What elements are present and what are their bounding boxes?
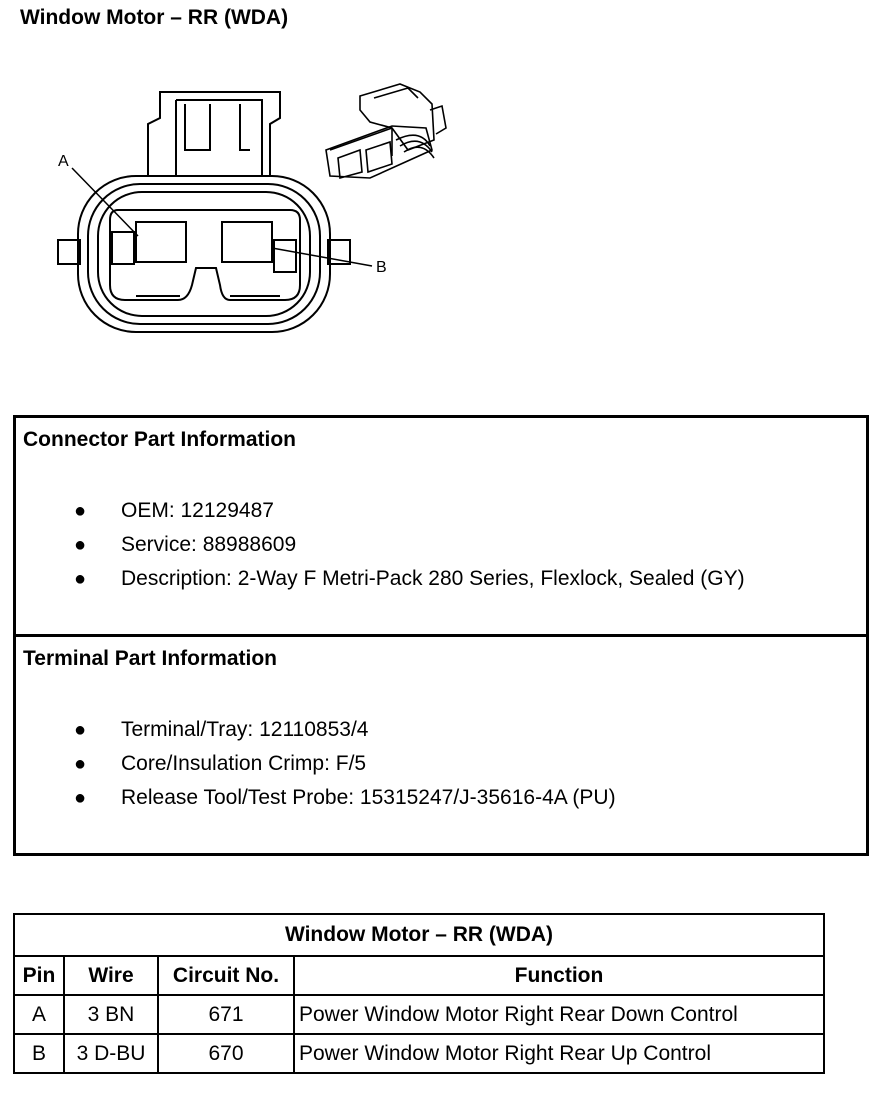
- pin-table-caption: Window Motor – RR (WDA): [14, 914, 824, 956]
- connector-info-heading: Connector Part Information: [23, 428, 297, 451]
- list-item: ● Terminal/Tray: 12110853/4: [74, 718, 369, 741]
- list-item: ● Release Tool/Test Probe: 15315247/J-35616-4A (PU): [74, 786, 616, 809]
- bullet-icon: ●: [74, 500, 87, 522]
- connector-face-drawing: [58, 92, 350, 332]
- bullet-icon: ●: [74, 568, 87, 590]
- pin-table: [13, 913, 825, 1074]
- terminal-info-heading: Terminal Part Information: [23, 647, 277, 670]
- list-item: ● Service: 88988609: [74, 533, 297, 556]
- bullet-icon: ●: [74, 534, 87, 556]
- function-cell: Power Window Motor Right Rear Down Control: [294, 995, 824, 1034]
- table-header-row: [14, 956, 824, 995]
- column-header-wire: Wire: [64, 956, 158, 995]
- connector-part-information: [13, 415, 869, 637]
- list-item: ● OEM: 12129487: [74, 499, 274, 522]
- pin-cell: A: [14, 995, 64, 1034]
- connector-diagram: [0, 60, 896, 380]
- table-row: [14, 995, 824, 1034]
- pin-cell: B: [14, 1034, 64, 1073]
- wire-cell: 3 BN: [64, 995, 158, 1034]
- pin-a-label: A: [58, 153, 69, 170]
- connector-perspective-drawing: [326, 84, 446, 178]
- bullet-icon: ●: [74, 753, 87, 775]
- bullet-icon: ●: [74, 719, 87, 741]
- column-header-pin: Pin: [14, 956, 64, 995]
- bullet-icon: ●: [74, 787, 87, 809]
- terminal-part-information: [13, 634, 869, 856]
- page-title: Window Motor – RR (WDA): [20, 6, 289, 29]
- list-item: ● Description: 2-Way F Metri-Pack 280 Series, Flexlock, Sealed (GY): [74, 567, 745, 590]
- table-row: [14, 1034, 824, 1073]
- circuit-cell: 671: [158, 995, 294, 1034]
- function-cell: Power Window Motor Right Rear Up Control: [294, 1034, 824, 1073]
- column-header-function: Function: [294, 956, 824, 995]
- pin-b-label: B: [376, 259, 387, 276]
- terminal-info-list: [16, 717, 616, 819]
- list-item: ● Core/Insulation Crimp: F/5: [74, 752, 367, 775]
- circuit-cell: 670: [158, 1034, 294, 1073]
- wire-cell: 3 D-BU: [64, 1034, 158, 1073]
- column-header-circuit: Circuit No.: [158, 956, 294, 995]
- connector-info-list: [16, 498, 745, 600]
